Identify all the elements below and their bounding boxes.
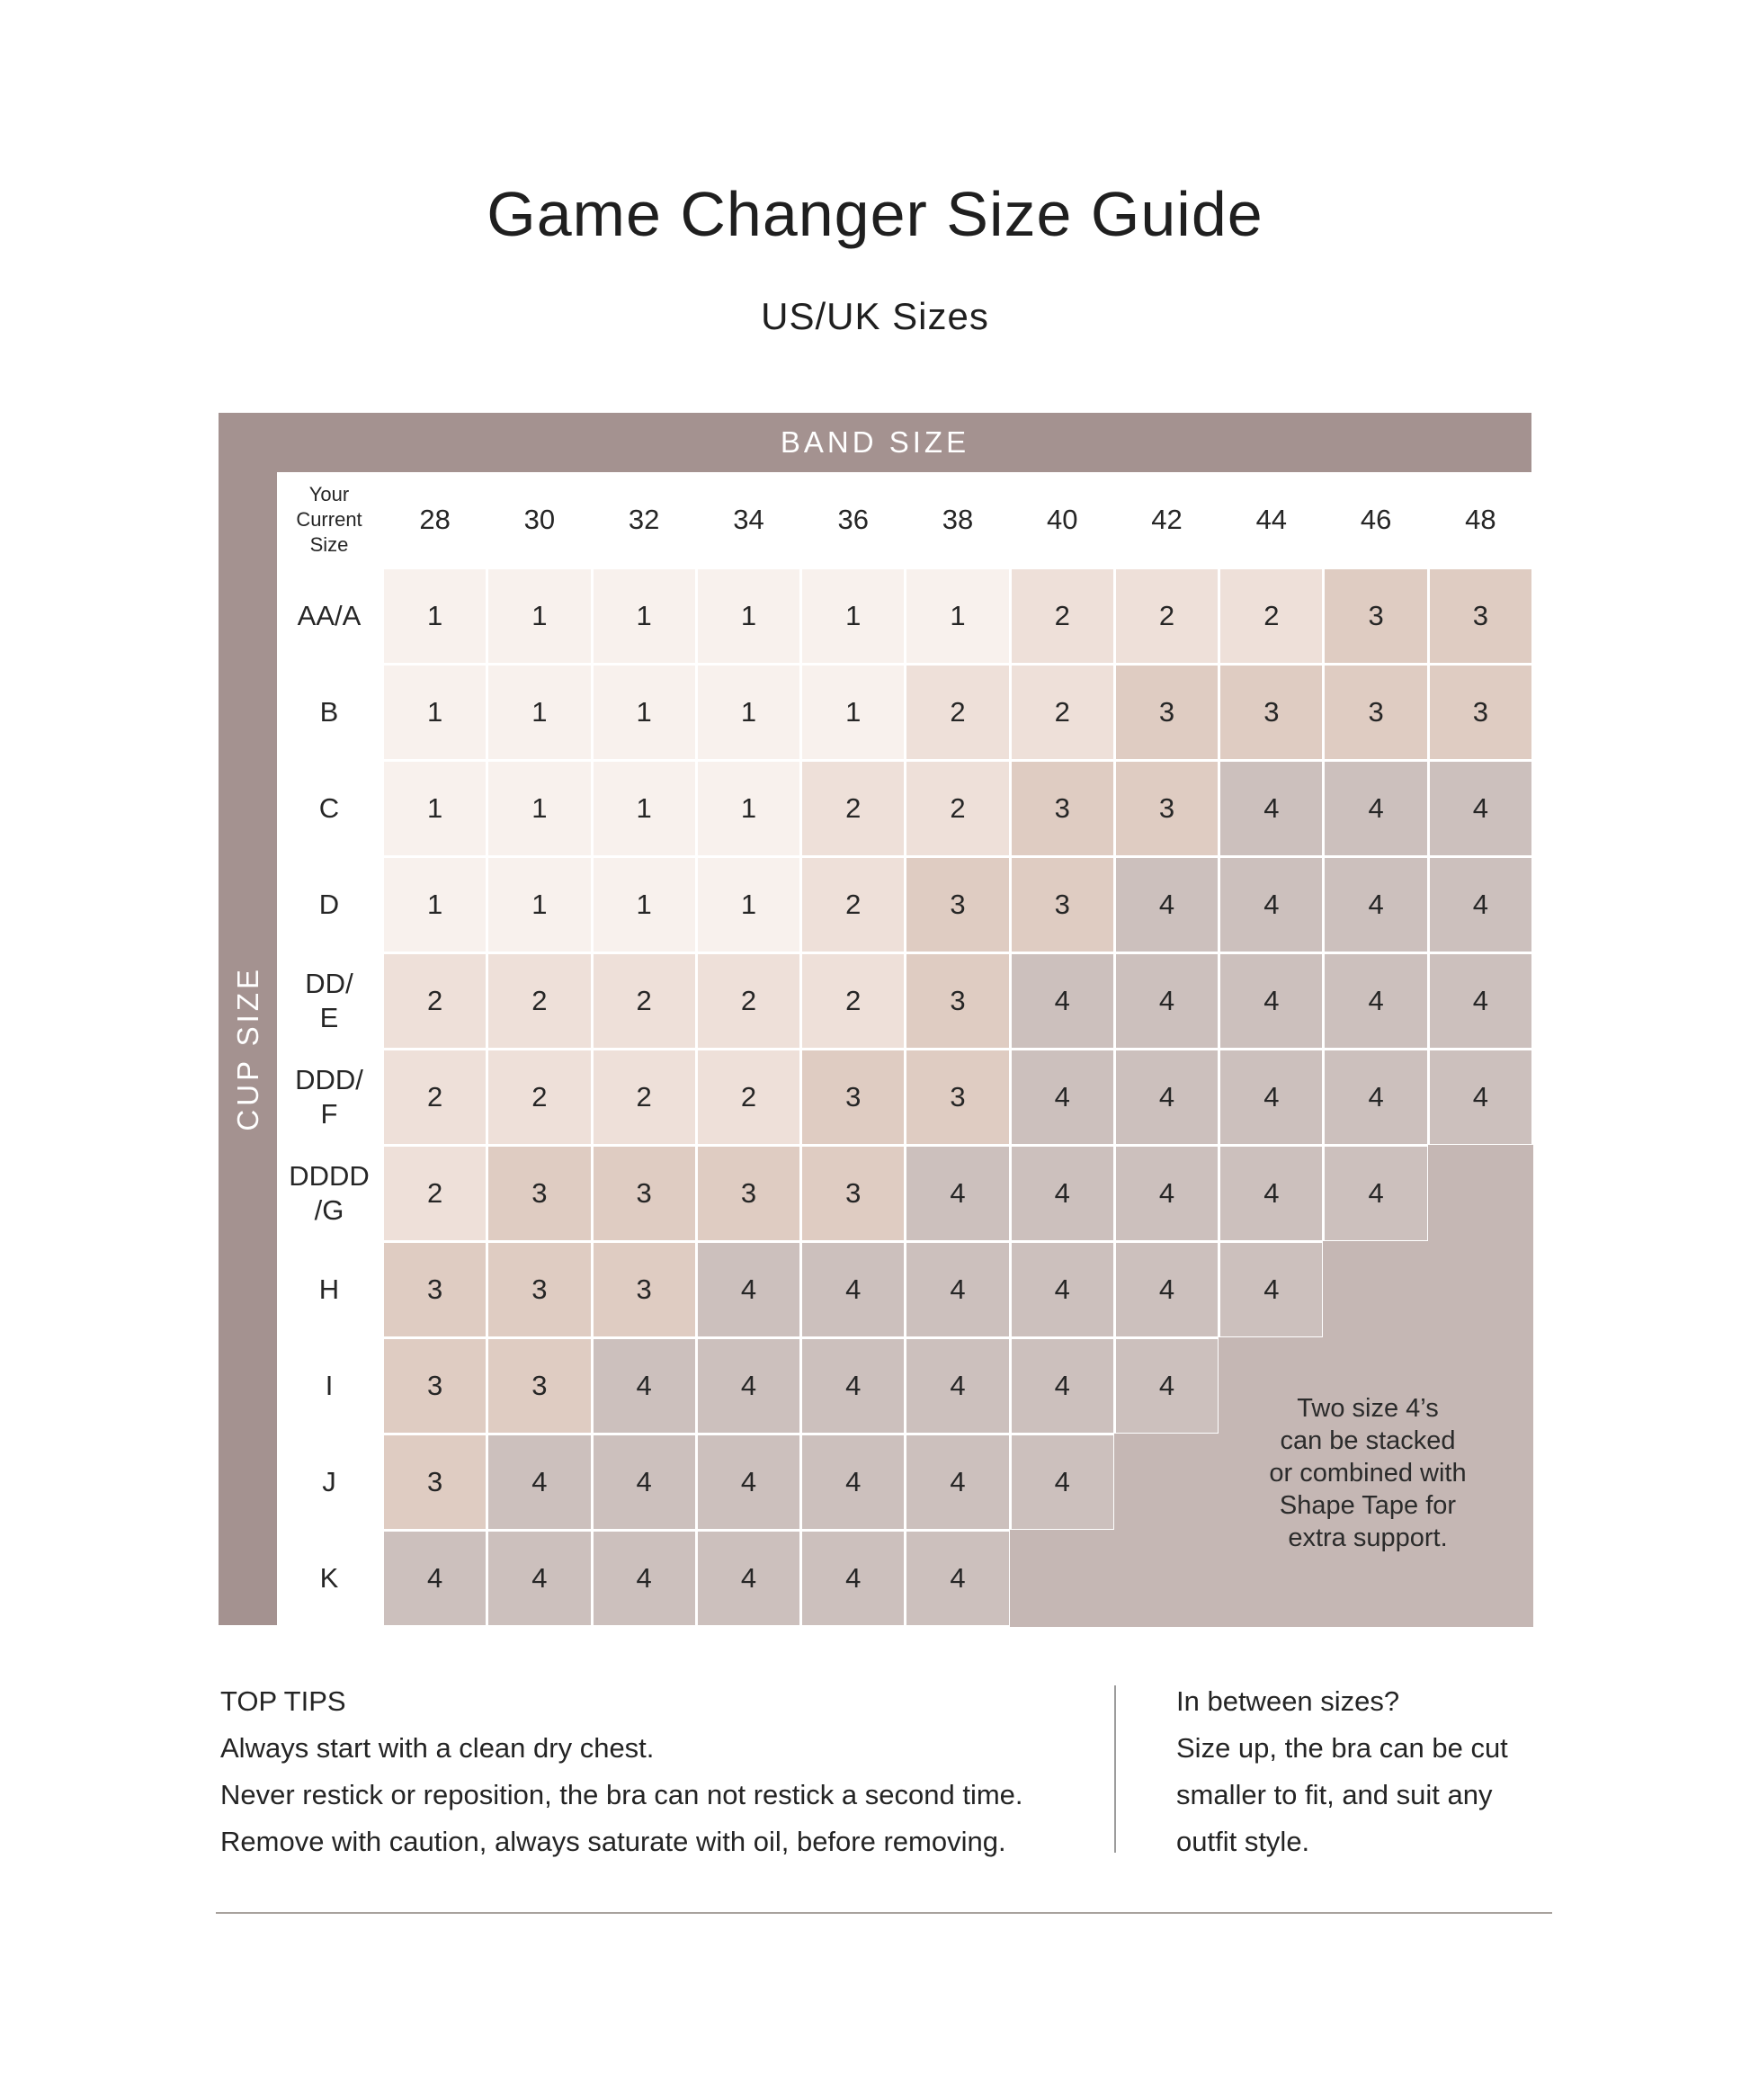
- top-tips-line: Never restick or reposition, the bra can not restick a second time.: [220, 1779, 1023, 1810]
- size-cell: 2: [1220, 569, 1322, 663]
- size-cell: 2: [802, 858, 904, 952]
- size-cell: 4: [1220, 762, 1322, 855]
- size-cell: 1: [384, 858, 486, 952]
- size-cell-empty: [1116, 1435, 1218, 1529]
- size-cell: 3: [1430, 569, 1531, 663]
- size-cell: 1: [384, 762, 486, 855]
- cup-size-row-label: I: [277, 1339, 381, 1433]
- size-cell: 4: [488, 1532, 590, 1625]
- size-cell: 3: [906, 858, 1008, 952]
- size-cell: 3: [384, 1435, 486, 1529]
- size-cell: 4: [594, 1435, 695, 1529]
- size-cell: 3: [1116, 762, 1218, 855]
- band-size-column-header: 36: [802, 472, 904, 567]
- size-cell: 1: [384, 666, 486, 759]
- size-cell: 1: [802, 666, 904, 759]
- size-cell: 1: [488, 569, 590, 663]
- stacking-note-line: Two size 4’s: [1297, 1394, 1439, 1423]
- size-cell: 2: [906, 762, 1008, 855]
- between-sizes-line: Size up, the bra can be cut: [1176, 1732, 1508, 1764]
- size-cell: 4: [594, 1339, 695, 1433]
- size-cell: 2: [384, 954, 486, 1048]
- size-cell: 4: [1012, 1050, 1113, 1144]
- top-tips-line: Always start with a clean dry chest.: [220, 1732, 655, 1764]
- cup-size-row-label: DDDD /G: [277, 1147, 381, 1240]
- size-cell: 4: [906, 1532, 1008, 1625]
- size-cell: 3: [906, 1050, 1008, 1144]
- size-cell: 1: [594, 858, 695, 952]
- size-cell: 1: [906, 569, 1008, 663]
- size-cell: 2: [1012, 666, 1113, 759]
- size-cell: 4: [1116, 1243, 1218, 1336]
- top-tips-line: Remove with caution, always saturate with oil, before removing.: [220, 1826, 1006, 1857]
- size-cell: 3: [488, 1147, 590, 1240]
- size-cell: 3: [802, 1050, 904, 1144]
- size-cell: 4: [906, 1339, 1008, 1433]
- band-size-column-header: 32: [594, 472, 695, 567]
- cup-size-header: [219, 472, 277, 1625]
- size-cell: 4: [1430, 762, 1531, 855]
- size-chart: [219, 413, 1531, 1625]
- stacking-note-line: can be stacked: [1280, 1426, 1456, 1455]
- size-cell: 4: [802, 1532, 904, 1625]
- size-cell: 1: [384, 569, 486, 663]
- size-cell-empty: [1116, 1532, 1218, 1625]
- size-cell: 2: [698, 1050, 799, 1144]
- size-cell: 4: [1430, 1050, 1531, 1144]
- stacking-note: [1224, 1392, 1512, 1554]
- size-cell: 3: [594, 1243, 695, 1336]
- page-title: Game Changer Size Guide: [487, 179, 1263, 249]
- size-cell: 2: [384, 1050, 486, 1144]
- size-cell: 3: [1325, 666, 1426, 759]
- stacking-note-line: or combined with: [1269, 1459, 1467, 1488]
- size-cell: 4: [1012, 1147, 1113, 1240]
- size-cell: 3: [698, 1147, 799, 1240]
- size-cell: 3: [1325, 569, 1426, 663]
- size-cell: 4: [1116, 1147, 1218, 1240]
- between-sizes-heading: In between sizes?: [1176, 1685, 1400, 1717]
- band-size-column-header: 48: [1430, 472, 1531, 567]
- size-cell: 4: [1325, 954, 1426, 1048]
- size-cell: 1: [698, 762, 799, 855]
- size-cell-empty: [1430, 1243, 1531, 1336]
- size-cell: 4: [1116, 858, 1218, 952]
- size-cell: 3: [594, 1147, 695, 1240]
- size-cell: 1: [488, 666, 590, 759]
- size-cell: 4: [1116, 1050, 1218, 1144]
- size-cell: 4: [1012, 1339, 1113, 1433]
- size-cell-empty: [1325, 1243, 1426, 1336]
- size-cell: 3: [384, 1339, 486, 1433]
- between-sizes-block: [1176, 1678, 1508, 1865]
- size-cell: 3: [488, 1339, 590, 1433]
- size-cell: 1: [698, 569, 799, 663]
- stacking-note-line: extra support.: [1288, 1524, 1448, 1552]
- band-size-column-header: 46: [1325, 472, 1426, 567]
- page-subtitle: US/UK Sizes: [761, 295, 989, 337]
- size-cell: 2: [1012, 569, 1113, 663]
- size-cell: 4: [1325, 762, 1426, 855]
- size-cell: 1: [698, 858, 799, 952]
- stacking-note-line: Shape Tape for: [1279, 1491, 1457, 1520]
- band-size-column-header: 44: [1220, 472, 1322, 567]
- size-cell: 1: [594, 569, 695, 663]
- between-sizes-line: outfit style.: [1176, 1826, 1310, 1857]
- cup-size-row-label: B: [277, 666, 381, 759]
- band-size-column-header: 34: [698, 472, 799, 567]
- size-cell: 2: [594, 954, 695, 1048]
- size-cell: 2: [802, 762, 904, 855]
- band-size-column-header: 42: [1116, 472, 1218, 567]
- size-cell-empty: [1430, 1147, 1531, 1240]
- current-size-corner-label: Your Current Size: [277, 472, 381, 567]
- size-cell: 4: [488, 1435, 590, 1529]
- band-size-column-header: 30: [488, 472, 590, 567]
- band-size-column-header: 38: [906, 472, 1008, 567]
- size-cell: 4: [1430, 954, 1531, 1048]
- size-cell: 4: [1220, 954, 1322, 1048]
- size-cell: 3: [906, 954, 1008, 1048]
- band-size-column-header: 28: [384, 472, 486, 567]
- size-cell: 4: [1325, 1147, 1426, 1240]
- cup-size-row-label: K: [277, 1532, 381, 1625]
- size-cell: 4: [594, 1532, 695, 1625]
- band-size-header-label: BAND SIZE: [780, 425, 970, 459]
- cup-size-row-label: D: [277, 858, 381, 952]
- size-cell: 1: [802, 569, 904, 663]
- size-cell: 4: [906, 1147, 1008, 1240]
- size-cell: 4: [698, 1435, 799, 1529]
- size-cell: 4: [698, 1339, 799, 1433]
- size-cell: 3: [384, 1243, 486, 1336]
- cup-size-header-label: CUP SIZE: [230, 966, 264, 1131]
- size-cell: 4: [1116, 954, 1218, 1048]
- size-cell: 2: [698, 954, 799, 1048]
- bottom-rule: [216, 1912, 1552, 1914]
- size-cell: 4: [906, 1435, 1008, 1529]
- top-tips-heading: TOP TIPS: [220, 1685, 346, 1717]
- size-cell: 1: [488, 762, 590, 855]
- size-cell: 4: [1012, 954, 1113, 1048]
- size-cell: 3: [1012, 858, 1113, 952]
- between-sizes-line: smaller to fit, and suit any: [1176, 1779, 1493, 1810]
- cup-size-row-label: H: [277, 1243, 381, 1336]
- size-cell: 3: [802, 1147, 904, 1240]
- size-cell: 4: [698, 1243, 799, 1336]
- band-size-column-header: 40: [1012, 472, 1113, 567]
- size-cell: 1: [698, 666, 799, 759]
- size-cell: 4: [906, 1243, 1008, 1336]
- size-cell: 3: [1116, 666, 1218, 759]
- size-cell: 2: [488, 1050, 590, 1144]
- size-cell: 3: [1430, 666, 1531, 759]
- size-cell: 4: [1012, 1435, 1113, 1529]
- band-size-header: [219, 413, 1531, 472]
- top-tips-block: [220, 1678, 1023, 1865]
- size-cell: 2: [384, 1147, 486, 1240]
- size-cell: 4: [1220, 1243, 1322, 1336]
- tips-divider: [1114, 1685, 1116, 1853]
- size-cell: 2: [488, 954, 590, 1048]
- size-cell: 4: [384, 1532, 486, 1625]
- size-cell: 2: [594, 1050, 695, 1144]
- size-cell: 4: [1220, 1147, 1322, 1240]
- size-cell: 1: [594, 666, 695, 759]
- size-cell: 4: [1220, 1050, 1322, 1144]
- size-cell: 4: [1325, 1050, 1426, 1144]
- size-cell: 3: [1220, 666, 1322, 759]
- cup-size-row-label: AA/A: [277, 569, 381, 663]
- cup-size-row-label: C: [277, 762, 381, 855]
- size-cell: 4: [1430, 858, 1531, 952]
- cup-size-row-label: DDD/ F: [277, 1050, 381, 1144]
- size-cell: 4: [698, 1532, 799, 1625]
- cup-size-row-label: J: [277, 1435, 381, 1529]
- size-cell: 3: [1012, 762, 1113, 855]
- size-cell: 3: [488, 1243, 590, 1336]
- size-cell: 2: [906, 666, 1008, 759]
- size-cell-empty: [1012, 1532, 1113, 1625]
- size-cell: 2: [1116, 569, 1218, 663]
- size-cell: 4: [1325, 858, 1426, 952]
- size-cell: 4: [802, 1435, 904, 1529]
- cup-size-row-label: DD/ E: [277, 954, 381, 1048]
- size-cell: 4: [1116, 1339, 1218, 1433]
- size-cell: 4: [802, 1243, 904, 1336]
- size-cell: 4: [1012, 1243, 1113, 1336]
- size-cell: 2: [802, 954, 904, 1048]
- size-cell: 1: [488, 858, 590, 952]
- size-cell: 1: [594, 762, 695, 855]
- size-cell: 4: [1220, 858, 1322, 952]
- size-cell: 4: [802, 1339, 904, 1433]
